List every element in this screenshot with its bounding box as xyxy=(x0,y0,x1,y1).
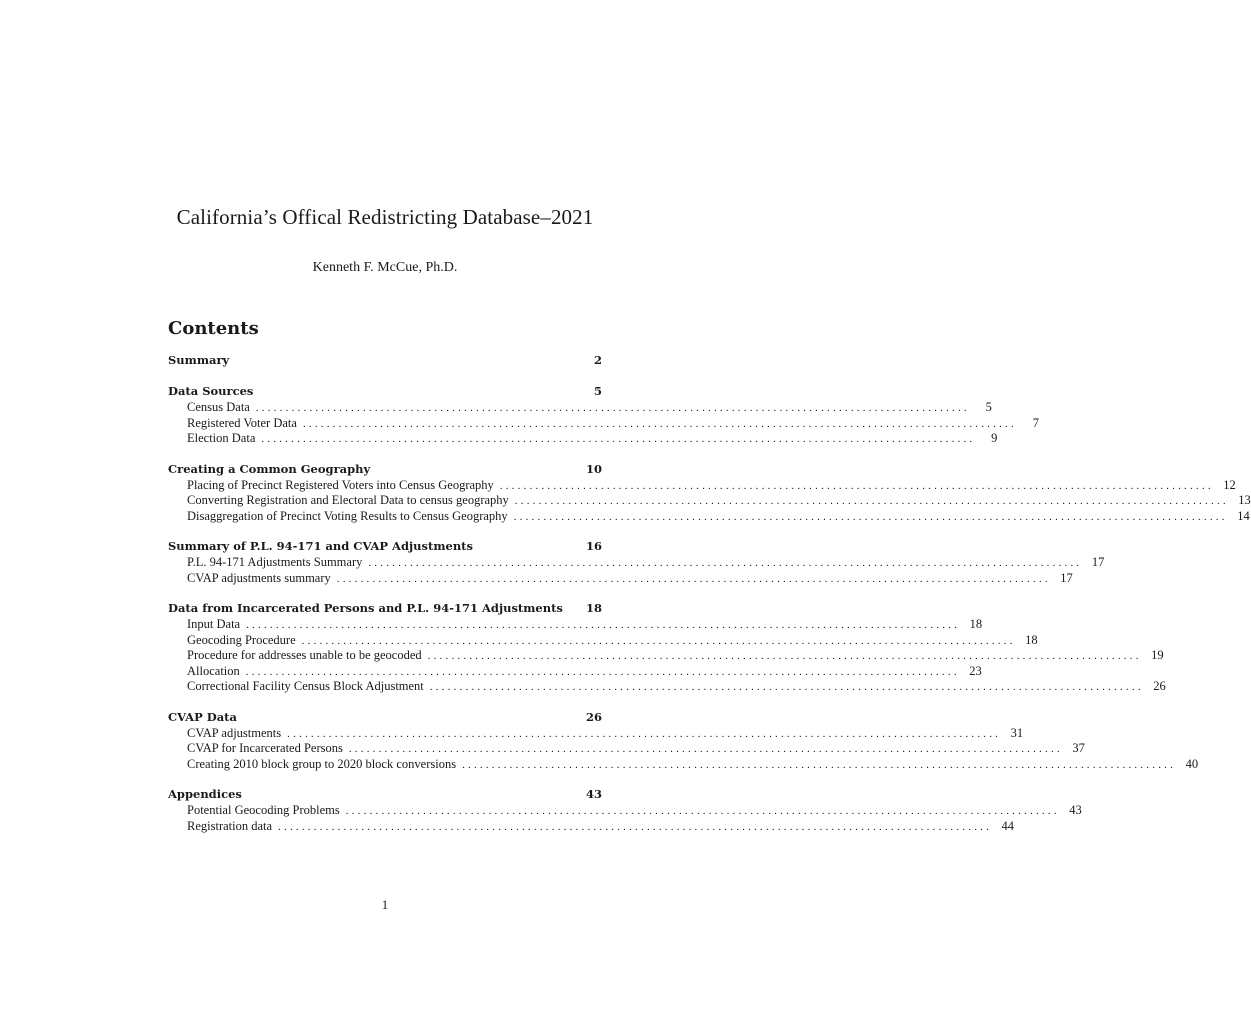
dot-leader: ........................................................................................................................ xyxy=(301,634,1016,647)
toc-subsection-page: 40 xyxy=(1185,756,1199,771)
toc-section-title: Data Sources xyxy=(168,384,254,398)
toc-section-page: 5 xyxy=(593,384,602,398)
toc-section-entry[interactable] xyxy=(168,599,602,617)
toc-subsection-title: Correctional Facility Census Block Adjustment xyxy=(187,679,424,693)
toc-subsection-title: Election Data xyxy=(187,431,256,445)
toc-subsection-entry[interactable] xyxy=(168,477,1236,494)
toc-subsection-title: Geocoding Procedure xyxy=(187,632,296,647)
toc-subsection-title: Registered Voter Data xyxy=(187,415,297,430)
toc-subsection-entry[interactable] xyxy=(168,741,1085,757)
toc-subsection-entry[interactable] xyxy=(168,632,1038,649)
toc-subsection-title: CVAP adjustments summary xyxy=(187,570,331,585)
document-title: California’s Offical Redistricting Database–2021 xyxy=(176,205,594,229)
toc-section xyxy=(168,708,1199,773)
contents-heading: Contents xyxy=(168,318,259,339)
toc-subsection-entry[interactable] xyxy=(168,803,1082,819)
toc-subsection-page: 37 xyxy=(1072,741,1085,755)
toc-section-title: Data from Incarcerated Persons and P.L. 94-171 Adjustments xyxy=(168,601,563,615)
toc-subsection-title: Disaggregation of Precinct Voting Results to Census Geography xyxy=(187,508,508,523)
toc-subsection-entry[interactable] xyxy=(168,617,983,633)
toc-section-title: Summary xyxy=(168,353,230,367)
toc-section-entry[interactable] xyxy=(168,460,602,478)
toc-subsection-entry[interactable] xyxy=(168,431,998,447)
toc-subsection-page: 18 xyxy=(1025,632,1038,647)
toc-subsection-page: 31 xyxy=(1010,725,1024,740)
dot-leader: ........................................................................................................................ xyxy=(278,820,993,833)
toc-section-title: Summary of P.L. 94-171 and CVAP Adjustments xyxy=(168,539,473,553)
toc-subsection-page: 9 xyxy=(991,431,998,445)
toc-subsection-title: Registration data xyxy=(187,818,273,833)
toc-subsection-page: 23 xyxy=(969,663,982,678)
toc-subsection-title: Converting Registration and Electoral Data to census geography xyxy=(187,493,509,507)
dot-leader: ........................................................................................................................ xyxy=(261,433,976,445)
toc-subsection-page: 14 xyxy=(1237,508,1250,523)
dot-leader: ........................................................................................................................ xyxy=(345,805,1060,817)
toc-subsection-page: 7 xyxy=(1032,415,1039,430)
toc-section-page: 2 xyxy=(593,353,602,367)
author-name: Kenneth F. McCue, Ph.D. xyxy=(312,260,458,275)
toc-subsection-entry[interactable] xyxy=(168,818,1015,835)
toc-section-entry[interactable] xyxy=(168,382,602,400)
toc-section xyxy=(168,382,1039,447)
toc-subsection-title: Potential Geocoding Problems xyxy=(187,803,340,817)
page-number: 1 xyxy=(381,897,389,912)
toc-subsection-entry[interactable] xyxy=(168,756,1199,773)
toc-section-entry[interactable] xyxy=(168,708,602,726)
toc-section-title: Creating a Common Geography xyxy=(168,461,371,476)
dot-leader: ........................................................................................................................ xyxy=(499,479,1214,492)
toc-section-page: 26 xyxy=(585,709,602,724)
dot-leader: ........................................................................................................................ xyxy=(287,727,1002,740)
toc-section-page: 43 xyxy=(585,787,602,801)
toc-subsection-page: 17 xyxy=(1091,555,1105,569)
dot-leader: ........................................................................................................................ xyxy=(513,510,1228,523)
toc-subsection-entry[interactable] xyxy=(168,493,1251,509)
toc-subsection-entry[interactable] xyxy=(168,648,1164,664)
dot-leader: ........................................................................................................................ xyxy=(427,650,1142,662)
dot-leader: ........................................................................................................................ xyxy=(348,743,1063,755)
toc-subsection-entry[interactable] xyxy=(168,508,1250,525)
toc-subsection-page: 43 xyxy=(1069,803,1082,817)
toc-section xyxy=(168,537,1105,586)
toc-section xyxy=(168,785,1082,834)
dot-leader: ........................................................................................................................ xyxy=(255,402,970,414)
dot-leader: ........................................................................................................................ xyxy=(514,495,1229,507)
toc-subsection-title: Allocation xyxy=(187,663,240,678)
dot-leader: ........................................................................................................................ xyxy=(429,681,1144,693)
dot-leader: ........................................................................................................................ xyxy=(336,572,1051,585)
toc-section-page: 16 xyxy=(585,539,602,553)
dot-leader: ........................................................................................................................ xyxy=(462,758,1177,771)
toc-section-entry[interactable] xyxy=(168,537,602,555)
dot-leader: ........................................................................................................................ xyxy=(245,665,960,678)
toc-section-title: Appendices xyxy=(168,787,242,801)
dot-leader: ........................................................................................................................ xyxy=(368,557,1083,569)
toc-subsection-entry[interactable] xyxy=(168,415,1039,432)
toc-section-page: 18 xyxy=(585,601,602,615)
toc-section xyxy=(168,460,1251,525)
toc-subsection-page: 12 xyxy=(1223,477,1236,492)
toc-subsection-entry[interactable] xyxy=(168,679,1166,695)
toc-subsection-page: 26 xyxy=(1153,679,1166,693)
toc-subsection-title: CVAP adjustments xyxy=(187,725,282,740)
toc-subsection-page: 17 xyxy=(1060,570,1073,585)
toc-subsection-page: 44 xyxy=(1001,818,1015,833)
toc-section xyxy=(168,351,602,369)
toc-subsection-entry[interactable] xyxy=(168,725,1024,742)
toc-subsection-page: 13 xyxy=(1238,493,1251,507)
toc-subsection-entry[interactable] xyxy=(168,400,992,416)
toc-subsection-entry[interactable] xyxy=(168,663,982,680)
toc-section-title: CVAP Data xyxy=(168,709,237,724)
toc-subsection-page: 5 xyxy=(985,400,992,414)
toc-section-entry[interactable] xyxy=(168,351,602,369)
dot-leader: ........................................................................................................................ xyxy=(302,417,1017,430)
toc-subsection-title: Creating 2010 block group to 2020 block conversions xyxy=(187,756,457,771)
toc-subsection-title: CVAP for Incarcerated Persons xyxy=(187,741,343,755)
toc-section xyxy=(168,599,1166,695)
toc-section-entry[interactable] xyxy=(168,785,602,803)
toc-subsection-title: Placing of Precinct Registered Voters into Census Geography xyxy=(187,477,494,492)
dot-leader: ........................................................................................................................ xyxy=(246,619,961,631)
toc-section-page: 10 xyxy=(585,461,602,476)
toc-subsection-title: Procedure for addresses unable to be geocoded xyxy=(187,648,422,662)
toc-subsection-title: P.L. 94-171 Adjustments Summary xyxy=(187,555,363,569)
toc-subsection-page: 19 xyxy=(1151,648,1164,662)
table-of-contents xyxy=(168,351,1251,847)
toc-subsection-title: Input Data xyxy=(187,617,241,631)
toc-subsection-entry[interactable] xyxy=(168,570,1073,587)
toc-subsection-page: 18 xyxy=(969,617,983,631)
toc-subsection-title: Census Data xyxy=(187,400,250,414)
toc-subsection-entry[interactable] xyxy=(168,555,1105,571)
